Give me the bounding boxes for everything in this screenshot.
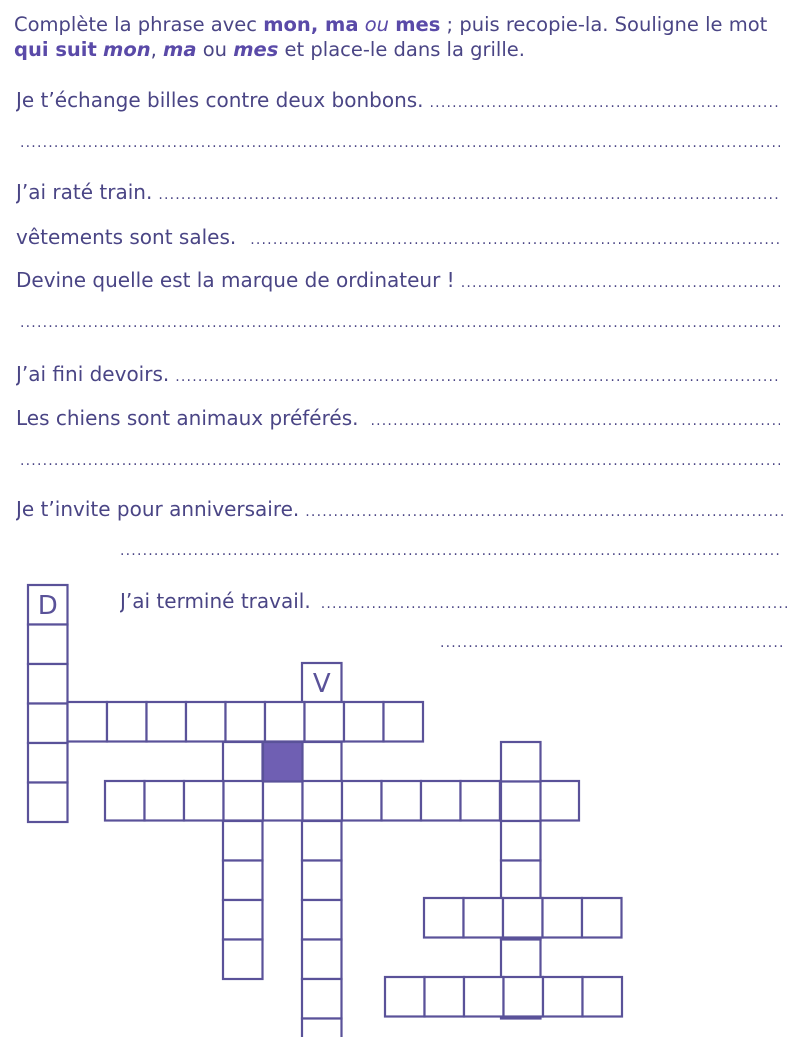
instruction-bold: qui suit bbox=[14, 38, 97, 61]
grid-cell[interactable] bbox=[501, 940, 541, 980]
grid-cell[interactable] bbox=[344, 702, 384, 742]
grid-cell[interactable] bbox=[501, 861, 541, 901]
instruction-text: et place-le dans la grille. bbox=[278, 38, 525, 61]
grid-cell[interactable] bbox=[425, 977, 465, 1017]
sentence-text: vêtements sont sales. bbox=[16, 225, 237, 249]
sentence-text: Je t’invite pour anniversaire. bbox=[16, 497, 300, 521]
grid-cell[interactable] bbox=[223, 742, 263, 782]
grid-cell[interactable] bbox=[543, 977, 583, 1017]
sentence-text: Je t’échange billes contre deux bonbons. bbox=[16, 88, 424, 112]
grid-cell[interactable] bbox=[342, 781, 382, 821]
grid-cell[interactable] bbox=[68, 702, 108, 742]
instruction-text: ou bbox=[196, 38, 234, 61]
grid-cell[interactable] bbox=[223, 861, 263, 901]
instruction-bold: mes bbox=[233, 38, 279, 61]
grid-cell[interactable] bbox=[302, 1019, 342, 1037]
grid-cell[interactable] bbox=[265, 702, 305, 742]
instruction-text: , bbox=[150, 38, 164, 61]
grid-cell[interactable] bbox=[184, 781, 224, 821]
instruction-text: ; puis recopie-la. Souligne le mot bbox=[440, 13, 768, 36]
instruction-bold: mes bbox=[395, 13, 441, 36]
grid-cell[interactable] bbox=[105, 781, 145, 821]
grid-cell[interactable] bbox=[223, 821, 263, 861]
sentence-text: Devine quelle est la marque de ordinateur ! bbox=[16, 268, 455, 292]
grid-cell[interactable] bbox=[28, 625, 68, 665]
grid-cell[interactable] bbox=[302, 861, 342, 901]
grid-clue-letter: V bbox=[312, 668, 331, 699]
grid-cell[interactable] bbox=[263, 781, 303, 821]
grid-cell[interactable] bbox=[501, 742, 541, 782]
sentence-text: J’ai fini devoirs. bbox=[16, 362, 170, 386]
grid-cell[interactable] bbox=[226, 702, 266, 742]
grid-cell[interactable] bbox=[303, 781, 343, 821]
grid-cell[interactable] bbox=[543, 898, 583, 938]
grid-cell[interactable] bbox=[302, 979, 342, 1019]
grid-cell[interactable] bbox=[583, 977, 623, 1017]
grid-cell[interactable] bbox=[28, 743, 68, 783]
grid-cell[interactable] bbox=[540, 781, 580, 821]
grid-cell[interactable] bbox=[501, 782, 541, 822]
grid-cell[interactable] bbox=[503, 898, 543, 938]
sentence-text: J’ai raté train. bbox=[16, 180, 153, 204]
grid-cell[interactable] bbox=[504, 977, 544, 1017]
grid-cell[interactable] bbox=[384, 702, 424, 742]
grid-cell[interactable] bbox=[302, 900, 342, 940]
grid-cell[interactable] bbox=[501, 821, 541, 861]
grid-cell[interactable] bbox=[424, 898, 464, 938]
grid-cell[interactable] bbox=[385, 977, 425, 1017]
grid-cell[interactable] bbox=[28, 664, 68, 704]
grid-clue-letter: D bbox=[37, 590, 58, 621]
grid-cell[interactable] bbox=[305, 702, 345, 742]
sentence-text: J’ai terminé travail. bbox=[120, 589, 311, 613]
instruction-bold: ma bbox=[163, 38, 197, 61]
instruction-italic: ou bbox=[364, 13, 389, 36]
grid-cell[interactable] bbox=[461, 781, 501, 821]
grid-cell[interactable] bbox=[223, 940, 263, 980]
shaded-cell bbox=[263, 742, 303, 782]
grid-cell[interactable] bbox=[302, 821, 342, 861]
sentence-text: Les chiens sont animaux préférés. bbox=[16, 406, 359, 430]
grid-cell[interactable] bbox=[28, 704, 68, 744]
grid-cell[interactable] bbox=[186, 702, 226, 742]
grid-cell[interactable] bbox=[382, 781, 422, 821]
grid-cell[interactable] bbox=[224, 781, 264, 821]
grid-cell[interactable] bbox=[421, 781, 461, 821]
grid-cell[interactable] bbox=[28, 783, 68, 823]
grid-cell[interactable] bbox=[464, 977, 504, 1017]
grid-cell[interactable] bbox=[107, 702, 147, 742]
instruction-bold: mon, ma bbox=[263, 13, 359, 36]
instruction-text: Complète la phrase avec bbox=[14, 13, 264, 36]
grid-cell[interactable] bbox=[464, 898, 504, 938]
instruction-bold: mon bbox=[103, 38, 151, 61]
grid-cell[interactable] bbox=[147, 702, 187, 742]
grid-cell[interactable] bbox=[302, 940, 342, 980]
grid-cell[interactable] bbox=[223, 900, 263, 940]
grid-cell[interactable] bbox=[582, 898, 622, 938]
grid-cell[interactable] bbox=[302, 742, 342, 782]
grid-cell[interactable] bbox=[145, 781, 185, 821]
